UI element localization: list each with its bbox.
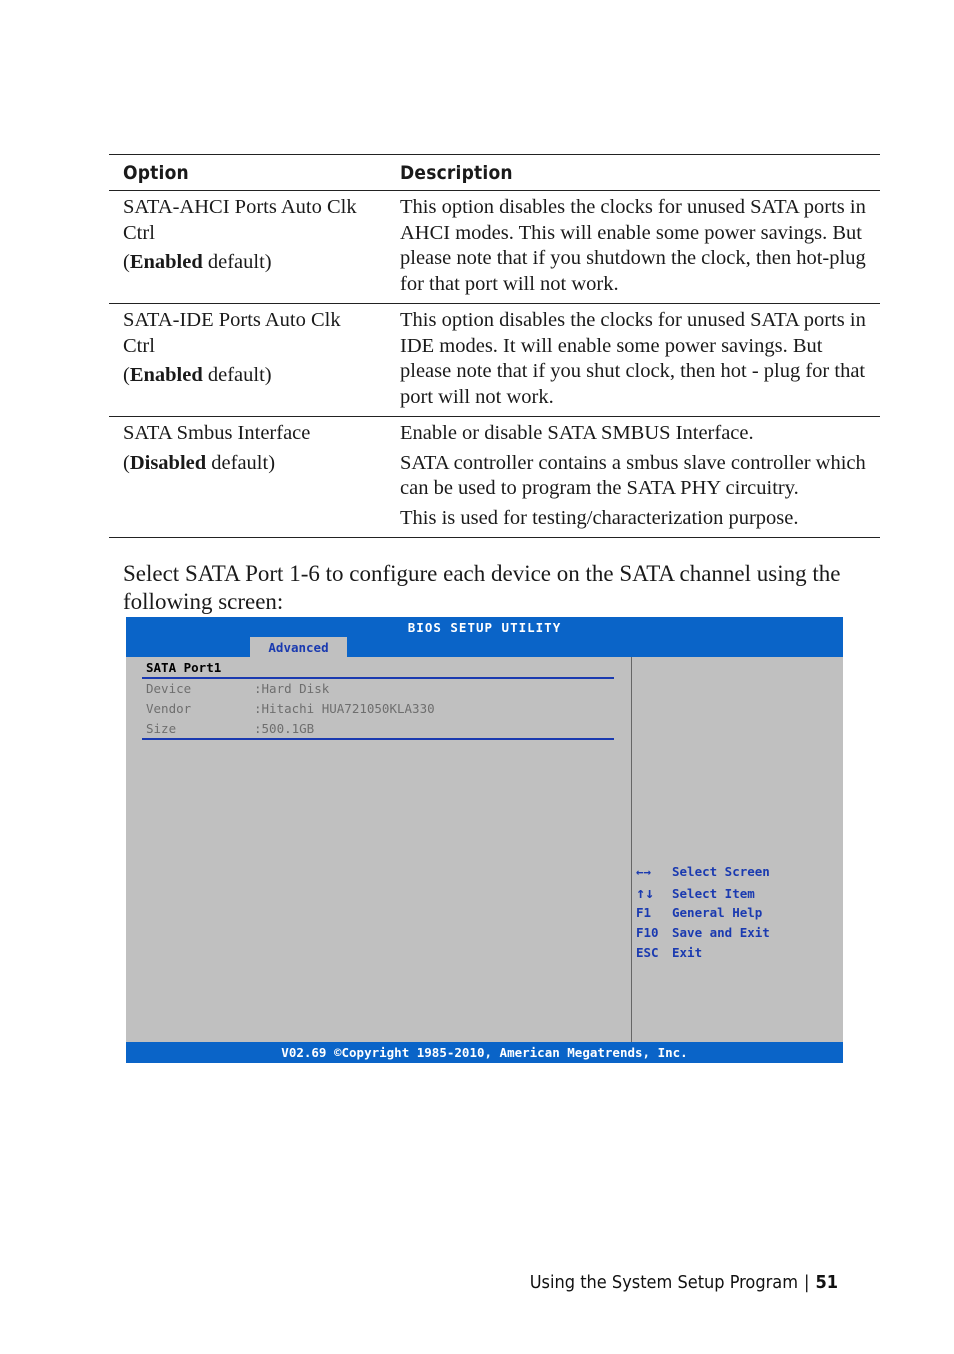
header-option: Option bbox=[123, 161, 189, 184]
option-name: SATA-AHCI Ports Auto Clk bbox=[123, 196, 357, 218]
option-name: Ctrl bbox=[123, 334, 155, 357]
option-name: Ctrl bbox=[123, 221, 155, 244]
footer-separator: | bbox=[803, 1272, 810, 1293]
option-description: Enable or disable SATA SMBUS Interface. bbox=[400, 422, 754, 444]
description-cell bbox=[386, 304, 880, 416]
up-down-arrows-icon: ↑↓ bbox=[636, 884, 655, 902]
option-cell bbox=[109, 304, 386, 416]
bios-title: BIOS SETUP UTILITY bbox=[407, 620, 562, 635]
header-description: Description bbox=[400, 161, 513, 184]
help-exit: ESC Exit bbox=[636, 945, 703, 960]
option-name: SATA-IDE Ports Auto Clk bbox=[123, 309, 341, 331]
tab-advanced[interactable]: Advanced bbox=[250, 637, 347, 657]
field-size: Size :500.1GB bbox=[146, 721, 315, 736]
option-default: (Enabled default) bbox=[123, 364, 272, 386]
option-cell bbox=[109, 191, 386, 303]
option-cell bbox=[109, 417, 386, 537]
bios-main-panel bbox=[126, 657, 632, 1042]
options-table bbox=[109, 154, 880, 538]
page-footer bbox=[530, 1272, 838, 1293]
divider bbox=[142, 677, 614, 679]
divider bbox=[142, 738, 614, 740]
option-description: This option disables the clocks for unused SATA ports in AHCI modes. This will enable some power savings. But please note that if you shutdown the clock, then hot-plug for that port will not work. bbox=[400, 196, 866, 295]
table-row bbox=[109, 417, 880, 538]
option-default: (Enabled default) bbox=[123, 251, 272, 273]
option-description: This option disables the clocks for unused SATA ports in IDE modes. It will enable some power savings. But please note that if you shut clock, then hot - plug for that port will not work. bbox=[400, 309, 866, 408]
option-name: SATA Smbus Interface bbox=[123, 422, 311, 444]
help-save-exit: F10 Save and Exit bbox=[636, 925, 770, 940]
option-description: SATA controller contains a smbus slave controller which can be used to program the SATA PHY circuitry. bbox=[400, 451, 866, 499]
option-default: (Disabled default) bbox=[123, 451, 276, 474]
bios-help-panel bbox=[632, 657, 843, 1042]
description-cell bbox=[386, 417, 880, 537]
help-select-screen: ←→ Select Screen bbox=[636, 864, 770, 879]
table-row bbox=[109, 304, 880, 417]
field-vendor: Vendor :Hitachi HUA721050KLA330 bbox=[146, 701, 435, 716]
intro-paragraph: Select SATA Port 1-6 to configure each device on the SATA channel using the following screen: bbox=[123, 561, 841, 614]
table-row bbox=[109, 191, 880, 304]
description-cell bbox=[386, 191, 880, 303]
option-description: This is used for testing/characterization purpose. bbox=[400, 506, 799, 529]
help-select-item: ↑↓ Select Item bbox=[636, 884, 755, 902]
help-general: F1 General Help bbox=[636, 905, 763, 920]
table-header bbox=[109, 155, 880, 191]
left-right-arrows-icon: ←→ bbox=[636, 864, 652, 879]
bios-title-bar bbox=[126, 617, 843, 657]
field-device: Device :Hard Disk bbox=[146, 681, 330, 696]
page-number: 51 bbox=[815, 1272, 838, 1293]
bios-copyright-bar: V02.69 ©Copyright 1985-2010, American Megatrends, Inc. bbox=[126, 1042, 843, 1063]
footer-section-title: Using the System Setup Program bbox=[529, 1272, 798, 1293]
bios-screenshot bbox=[126, 617, 843, 1063]
section-title: SATA Port1 bbox=[146, 660, 222, 675]
